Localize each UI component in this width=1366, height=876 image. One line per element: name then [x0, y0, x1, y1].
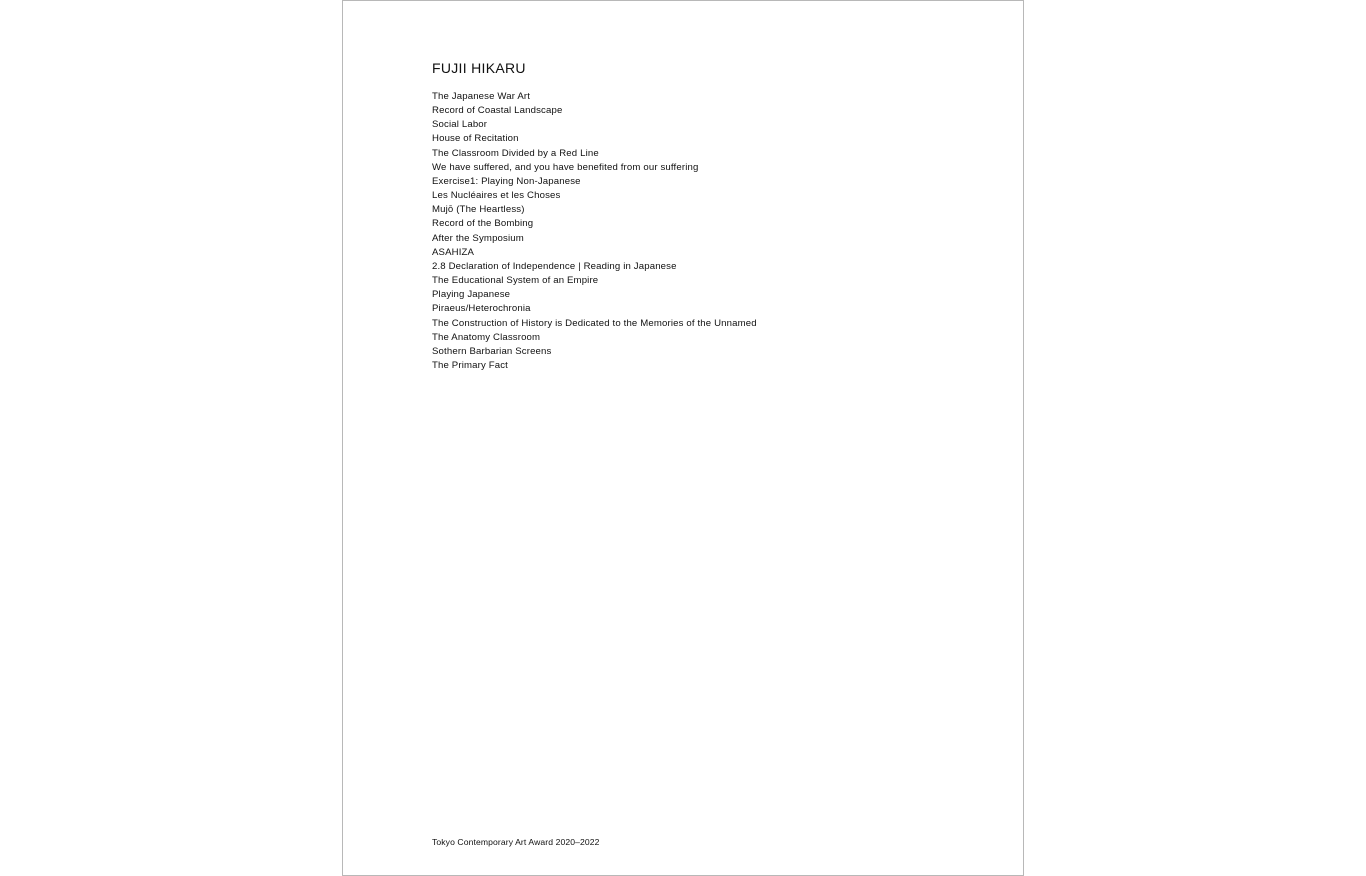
work-title: We have suffered, and you have benefited from our suffering	[432, 161, 699, 173]
work-title: The Anatomy Classroom	[432, 331, 541, 343]
work-title: The Construction of History is Dedicated to the Memories of the Unnamed	[432, 317, 757, 329]
work-title: ASAHIZA	[432, 246, 475, 258]
work-title: Mujō (The Heartless)	[432, 204, 525, 216]
document-page	[342, 0, 1024, 876]
work-title: Social Labor	[432, 119, 488, 131]
work-title: The Japanese War Art	[432, 91, 531, 102]
work-title: The Primary Fact	[432, 359, 508, 371]
work-title: The Classroom Divided by a Red Line	[432, 147, 599, 159]
footer-award-text: Tokyo Contemporary Art Award 2020–2022	[432, 837, 600, 847]
work-title: After the Symposium	[432, 232, 524, 244]
work-title: Les Nucléaires et les Choses	[432, 190, 561, 202]
work-title: Playing Japanese	[432, 289, 511, 301]
work-title: Sothern Barbarian Screens	[432, 345, 552, 357]
works-list	[432, 90, 757, 373]
work-title: Record of the Bombing	[432, 218, 534, 230]
artist-name: FUJII HIKARU	[432, 60, 526, 76]
work-title: The Educational System of an Empire	[432, 275, 599, 287]
work-title: Piraeus/Heterochronia	[432, 303, 531, 315]
work-title: Exercise1: Playing Non-Japanese	[432, 175, 581, 187]
work-title: 2.8 Declaration of Independence | Reading in Japanese	[432, 260, 677, 272]
work-title: Record of Coastal Landscape	[432, 105, 563, 117]
work-title: House of Recitation	[432, 133, 519, 145]
